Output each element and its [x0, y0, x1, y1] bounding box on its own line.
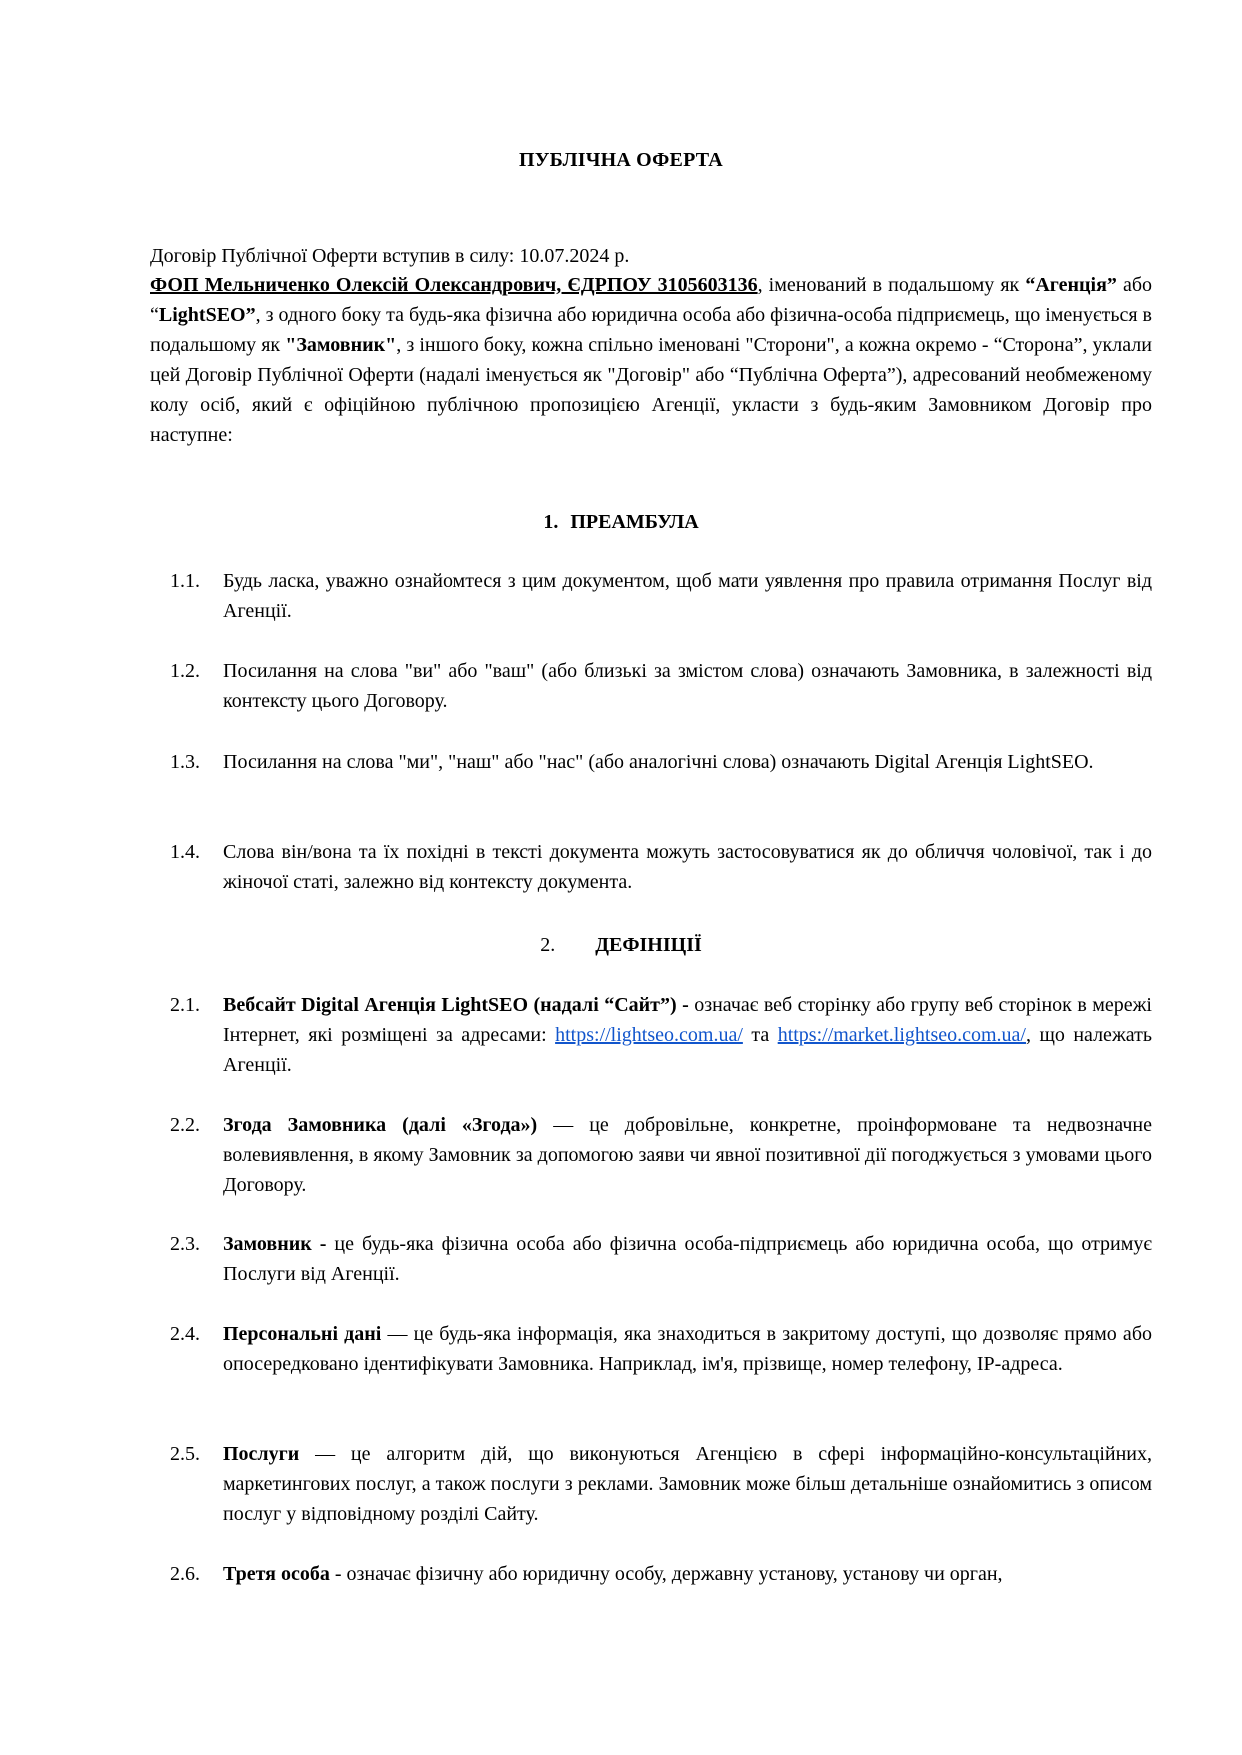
- lightseo-site-link[interactable]: https://lightseo.com.ua/: [555, 1024, 743, 1046]
- item-text: [223, 1229, 1152, 1289]
- list-item: [150, 1110, 1152, 1200]
- list-item: [150, 1319, 1152, 1379]
- item-number: 1.3.: [170, 751, 200, 773]
- list-item: [150, 837, 1152, 897]
- item-text: [223, 1110, 1152, 1200]
- section-number: 2.: [540, 934, 556, 956]
- item-number: 2.4.: [170, 1323, 200, 1345]
- market-site-link[interactable]: https://market.lightseo.com.ua/: [777, 1024, 1026, 1046]
- agency-term: “Агенція”: [1025, 274, 1117, 296]
- effective-date-line: Договір Публічної Оферти вступив в силу: 10.07.2024 р.: [150, 245, 630, 267]
- item-number: 2.2.: [170, 1114, 200, 1136]
- party-name: ФОП Мельниченко Олексій Олександрович, ЄДРПОУ 3105603136: [150, 274, 758, 296]
- item-term: Вебсайт Digital Агенція LightSEO (надалі “Сайт”) -: [223, 994, 689, 1016]
- intro-text: , з одного боку та будь-яка фізична або юридична особа або фізична-особа підприємець, що іменується в подальшому як: [150, 304, 1152, 356]
- item-text: [223, 1319, 1152, 1379]
- item-text-part: — це будь-яка інформація, яка знаходиться в закритому доступі, що дозволяє прямо або опосередковано ідентифікувати Замовника. Наприклад, ім'я, прізвище, номер телефону, IP-адреса.: [223, 1323, 1152, 1375]
- list-item: [150, 990, 1152, 1080]
- item-term: Послуги: [223, 1443, 300, 1465]
- item-term: Замовник -: [223, 1233, 327, 1255]
- item-text: [223, 990, 1152, 1080]
- item-text: Слова він/вона та їх похідні в тексті документа можуть застосовуватися як до обличчя чоловічої, так і до жіночої статі, залежно від контексту документа.: [223, 841, 1152, 893]
- item-number: 1.2.: [170, 660, 200, 682]
- item-text-part: означає веб сторінку або групу веб сторінок в мережі Інтернет, які розміщені за адресами:: [223, 994, 1152, 1046]
- item-number: 2.6.: [170, 1563, 200, 1585]
- item-text: Посилання на слова "ви" або "ваш" (або близькі за змістом слова) означають Замовника, в залежності від контексту цього Договору.: [223, 660, 1152, 712]
- intro-text: , іменований в подальшому як: [757, 274, 1026, 296]
- intro-text: , з іншого боку, кожна спільно іменовані "Сторони", а кожна окремо - “Сторона”, уклали цей Договір Публічної Оферти (надалі іменується як "Договір" або “Публічна Оферта”), адресований необмеженому колу осіб, який є офіційною публічною пропозицією Агенції, укласти з будь-яким Замовником Договір про наступне:: [150, 334, 1152, 446]
- item-term: Персональні дані: [223, 1323, 382, 1345]
- section-title: ПРЕАМБУЛА: [570, 511, 699, 533]
- list-item: [150, 656, 1152, 716]
- list-item: [150, 747, 1152, 777]
- list-item: [150, 566, 1152, 626]
- item-number: 1.1.: [170, 570, 200, 592]
- item-text-part: — це добровільне, конкретне, проінформоване та недвозначне волевиявлення, в якому Замовник за допомогою заяви чи явної позитивної дії погоджується з умовами цього Договору.: [223, 1114, 1152, 1196]
- intro-paragraph: [150, 270, 1152, 450]
- section-heading-definitions: [0, 930, 1242, 960]
- item-text-part: це будь-яка фізична особа або фізична особа-підприємець або юридична особа, що отримує Послуги від Агенції.: [223, 1233, 1152, 1285]
- customer-term: "Замовник": [285, 334, 397, 356]
- item-term: Третя особа: [223, 1563, 330, 1585]
- item-text: [223, 1439, 1152, 1529]
- list-item: [150, 1229, 1152, 1289]
- item-number: 2.5.: [170, 1443, 200, 1465]
- item-text-part: - означає фізичну або юридичну особу, державну установу, установу чи орган,: [329, 1563, 1003, 1585]
- section-heading-preamble: [0, 507, 1242, 537]
- lightseo-term: LightSEO: [158, 304, 246, 326]
- item-text-part: , що належать Агенції.: [223, 1024, 1152, 1076]
- document-title: ПУБЛІЧНА ОФЕРТА: [519, 149, 723, 171]
- item-number: 2.3.: [170, 1233, 200, 1255]
- item-text-part: — це алгоритм дій, що виконуються Агенцією в сфері інформаційно-консультаційних, маркетингових послуг, а також послуги з реклами. Замовник може більш детальніше ознайомитись з описом послуг у відповідному розділі Сайту.: [223, 1443, 1152, 1525]
- section-number: 1.: [543, 511, 559, 533]
- item-text: Будь ласка, уважно ознайомтеся з цим документом, щоб мати уявлення про правила отримання Послуг від Агенції.: [223, 570, 1152, 622]
- list-item: [150, 1559, 1152, 1589]
- item-number: 2.1.: [170, 994, 200, 1016]
- section-title: ДЕФІНІЦІЇ: [595, 934, 702, 956]
- intro-text: або “: [150, 274, 1153, 326]
- item-text-part: та: [742, 1024, 778, 1046]
- intro-text: ”: [245, 304, 256, 326]
- list-item: [150, 1439, 1152, 1529]
- item-term: Згода Замовника (далі «Згода»): [223, 1114, 538, 1136]
- item-text: Посилання на слова "ми", "наш" або "нас" (або аналогічні слова) означають Digital Агенція LightSEO.: [223, 751, 1094, 773]
- item-text: [223, 1559, 1152, 1589]
- item-number: 1.4.: [170, 841, 200, 863]
